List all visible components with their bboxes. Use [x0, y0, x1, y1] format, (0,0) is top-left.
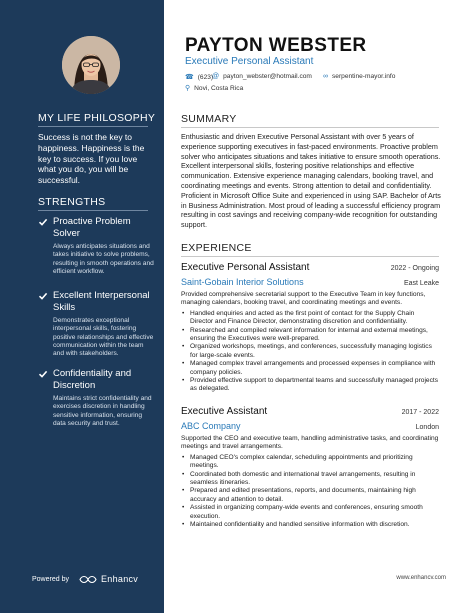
strength-item [38, 216, 156, 276]
list-item: • Handled enquiries and acted as the first point of contact for the Supply Chain Director and Finance Director, demonstrating discretion and confidentiality. [181, 310, 439, 327]
list-item: • Coordinated both domestic and international travel arrangements, resulting in seamless itineraries. [181, 471, 439, 488]
job-company[interactable]: Saint-Gobain Interior Solutions [181, 277, 304, 287]
contact-email[interactable]: @ payton_webster@hotmail.com [212, 73, 312, 80]
powered-by [32, 574, 138, 584]
divider [38, 126, 148, 127]
philosophy-title: MY LIFE PHILOSOPHY [38, 112, 156, 124]
job-dates: 2022 - Ongoing [390, 265, 439, 272]
avatar-icon [62, 36, 120, 94]
job-company[interactable]: ABC Company [181, 421, 241, 431]
list-item: • Provided effective support to departmental teams and successfully managed projects as delegated. [181, 377, 439, 394]
list-item: • Managed complex travel arrangements and processed expenses in compliance with company policies. [181, 360, 439, 377]
job-title: Executive Assistant [181, 406, 268, 417]
job-entry [181, 262, 439, 394]
strength-item [38, 290, 156, 358]
divider [181, 256, 439, 257]
divider [38, 210, 148, 211]
strength-title: Confidentiality and Discretion [53, 368, 132, 391]
job-title: Executive Personal Assistant [181, 262, 310, 273]
powered-by-label: Powered by [32, 575, 69, 583]
job-location: London [415, 424, 439, 431]
list-item: • Prepared and edited presentations, reports, and documents, maintaining high accuracy and attention to detail. [181, 487, 439, 504]
contact-website[interactable]: ∞ serpentine-mayor.info [323, 73, 396, 80]
location-pin-icon: ⚲ [185, 85, 191, 92]
contact-location: ⚲ Novi, Costa Rica [185, 84, 244, 92]
strength-desc: Demonstrates exceptional interpersonal skills, fostering positive relationships and effective communication within the team and with stakeholders. [53, 317, 154, 358]
list-item: • Managed CEO's complex calendar, scheduling appointments and prioritizing meetings. [181, 454, 439, 471]
job-description: Provided comprehensive secretarial support to the Executive Team in key functions, managing calendars, booking travel, and coordinating meetings and events. [181, 291, 426, 307]
checkmark-icon [38, 217, 48, 227]
candidate-name: PAYTON WEBSTER [185, 35, 367, 56]
candidate-title: Executive Personal Assistant [185, 56, 314, 67]
job-bullets [181, 310, 439, 394]
job-entry [181, 406, 439, 529]
enhancv-logo-icon [79, 575, 97, 584]
philosophy-text: Success is not the key to happiness. Happiness is the key to success. If you love what you do, you will be successful. [38, 132, 145, 186]
checkmark-icon [38, 291, 48, 301]
list-item: • Maintained confidentiality and handled sensitive information with discretion. [181, 521, 439, 529]
checkmark-icon [38, 369, 48, 379]
list-item: • Organized workshops, meetings, and conferences, successfully managing logistics for large-scale events. [181, 343, 439, 360]
sidebar [0, 0, 164, 613]
strength-title: Excellent Interpersonal Skills [53, 290, 150, 313]
strength-item [38, 368, 156, 428]
strength-desc: Maintains strict confidentiality and exercises discretion in handling sensitive information, ensuring data security and trust. [53, 395, 152, 427]
link-icon: ∞ [323, 73, 328, 80]
job-description: Supported the CEO and executive team, handling administrative tasks, and coordinating meetings and travel arrangements. [181, 435, 439, 451]
footer-website[interactable]: www.enhancv.com [396, 575, 446, 581]
brand-name: Enhancv [100, 574, 139, 584]
experience-title: EXPERIENCE [181, 242, 252, 254]
list-item: • Researched and compiled relevant information for internal and external meetings, ensuring the Executives were well-prepared. [181, 327, 439, 344]
strength-title: Proactive Problem Solver [53, 216, 131, 239]
job-dates: 2017 - 2022 [401, 409, 439, 416]
phone-icon: ☎ [185, 74, 194, 81]
strengths-title: STRENGTHS [38, 196, 106, 208]
divider [181, 127, 439, 128]
summary-text: Enthusiastic and driven Executive Personal Assistant with over 5 years of experience supporting executives in fast-paced environments. Proactive problem solver who anticipates situations and takes initiative to ensure smooth operations. Excellent interpersonal skills, fostering positive relationships and effective communication. Extensive experience managing calendars, booking travel, and coordinating meetings and events. Strong attention to detail and confidentiality. Proficient in Microsoft Office Suite and experienced in using SAP. Bachelor of Arts in Business Administration. Most proud of leading a successful efficiency program resulting in cost savings and receiving company-wide recognition for outstanding support. [181, 132, 441, 230]
strength-desc: Always anticipates situations and takes initiative to solve problems, resulting in smooth operations and efficient workflow. [53, 243, 154, 275]
summary-title: SUMMARY [181, 113, 237, 125]
contact-phone[interactable]: ☎ (623) [185, 73, 214, 81]
list-item: • Assisted in organizing company-wide events and conferences, ensuring smooth execution. [181, 504, 439, 521]
profile-photo [62, 36, 120, 94]
at-icon: @ [212, 73, 220, 80]
job-location: East Leake [403, 280, 439, 287]
job-bullets [181, 454, 439, 530]
